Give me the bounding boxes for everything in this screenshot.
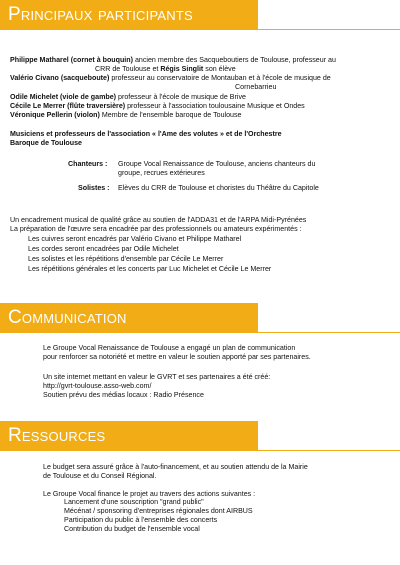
ressources-text: de Toulouse et du Conseil Régional. xyxy=(43,472,157,480)
encadrement-item: Les répétitions générales et les concerts par Luc Michelet et Cécile Le Merrer xyxy=(28,265,272,273)
communication-text: Soutien prévu des médias locaux : Radio Présence xyxy=(43,391,204,399)
section-title: Communication xyxy=(8,307,127,328)
section-title: Principaux participants xyxy=(8,4,193,25)
participant-line-cont xyxy=(95,65,236,74)
ame-des-volutes-line: Musiciens et professeurs de l'association « l'Ame des volutes » et de l'Orchestre xyxy=(10,130,282,138)
section-title: Ressources xyxy=(8,425,106,446)
encadrement-item: Les cordes seront encadrées par Odile Michelet xyxy=(28,245,179,253)
participant-line xyxy=(10,56,336,65)
chanteurs-label: Chanteurs : xyxy=(68,160,108,168)
participant-desc: Cornebarrieu xyxy=(235,83,277,91)
banner-underline xyxy=(258,332,400,333)
website-url[interactable]: http://gvrt-toulouse.asso-web.com/ xyxy=(43,382,152,390)
ressources-action: Contribution du budget de l'ensemble vocal xyxy=(64,525,200,533)
encadrement-text: La préparation de l'œuvre sera encadrée par des professionnels ou amateurs expérimentés : xyxy=(10,225,302,233)
participant-name: Odile Michelet (viole de gambe) xyxy=(10,93,117,101)
chanteurs-text: groupe, recrues extérieures xyxy=(118,169,205,177)
participant-line xyxy=(10,111,242,120)
ressources-action: Mécénat / sponsoring d'entreprises régionales dont AIRBUS xyxy=(64,507,253,515)
chanteurs-text: Groupe Vocal Renaissance de Toulouse, anciens chanteurs du xyxy=(118,160,316,168)
banner-underline xyxy=(258,450,400,451)
participant-desc: ancien membre des Sacqueboutiers de Toulouse, professeur au xyxy=(132,56,336,64)
participant-desc: professeur à l'association toulousaine Musique et Ondes xyxy=(125,102,305,110)
communication-text: Le Groupe Vocal Renaissance de Toulouse a engagé un plan de communication xyxy=(43,344,296,352)
participant-name: Philippe Matharel (cornet à bouquin) xyxy=(10,56,133,64)
ressources-text: Le budget sera assuré grâce à l'auto-financement, et au soutien attendu de la Mairie xyxy=(43,463,308,471)
encadrement-item: Les cuivres seront encadrés par Valério Civano et Philippe Matharel xyxy=(28,235,242,243)
participant-line-cont xyxy=(235,83,276,92)
solistes-text: Elèves du CRR de Toulouse et choristes du Théâtre du Capitole xyxy=(118,184,319,192)
participant-desc: professeur à l'école de musique de Brive xyxy=(116,93,246,101)
participant-line xyxy=(10,102,305,111)
ressources-action: Participation du public à l'ensemble des concerts xyxy=(64,516,218,524)
participant-desc: son élève xyxy=(203,65,236,73)
participant-desc: CRR de Toulouse et xyxy=(95,65,161,73)
encadrement-text: Un encadrement musical de qualité grâce au soutien de l'ADDA31 et de l'ARPA Midi-Pyrénées xyxy=(10,216,307,224)
participant-name: Véronique Pellerin (violon) xyxy=(10,111,100,119)
section-banner-participants xyxy=(0,0,258,30)
participant-desc: professeur au conservatoire de Montauban et à l'école de musique de xyxy=(109,74,331,82)
participant-name: Valério Civano (sacqueboute) xyxy=(10,74,110,82)
banner-underline xyxy=(258,29,400,30)
encadrement-item: Les solistes et les répétitions d'ensemble par Cécile Le Merrer xyxy=(28,255,224,263)
participant-line xyxy=(10,93,246,102)
participant-line xyxy=(10,74,331,83)
ame-des-volutes-line: Baroque de Toulouse xyxy=(10,139,82,147)
section-banner-communication xyxy=(0,303,258,333)
communication-text: pour renforcer sa notoriété et mettre en valeur le soutien apporté par ses partenaires. xyxy=(43,353,311,361)
participant-name: Régis Singlit xyxy=(160,65,204,73)
communication-text: Un site internet mettant en valeur le GVRT et ses partenaires a été créé: xyxy=(43,373,271,381)
solistes-label: Solistes : xyxy=(78,184,110,192)
participant-name: Cécile Le Merrer (flûte traversière) xyxy=(10,102,126,110)
ressources-action: Lancement d'une souscription "grand public" xyxy=(64,498,204,506)
participant-desc: Membre de l'ensemble baroque de Toulouse xyxy=(99,111,242,119)
ressources-text: Le Groupe Vocal finance le projet au travers des actions suivantes : xyxy=(43,490,256,498)
section-banner-ressources xyxy=(0,421,258,451)
